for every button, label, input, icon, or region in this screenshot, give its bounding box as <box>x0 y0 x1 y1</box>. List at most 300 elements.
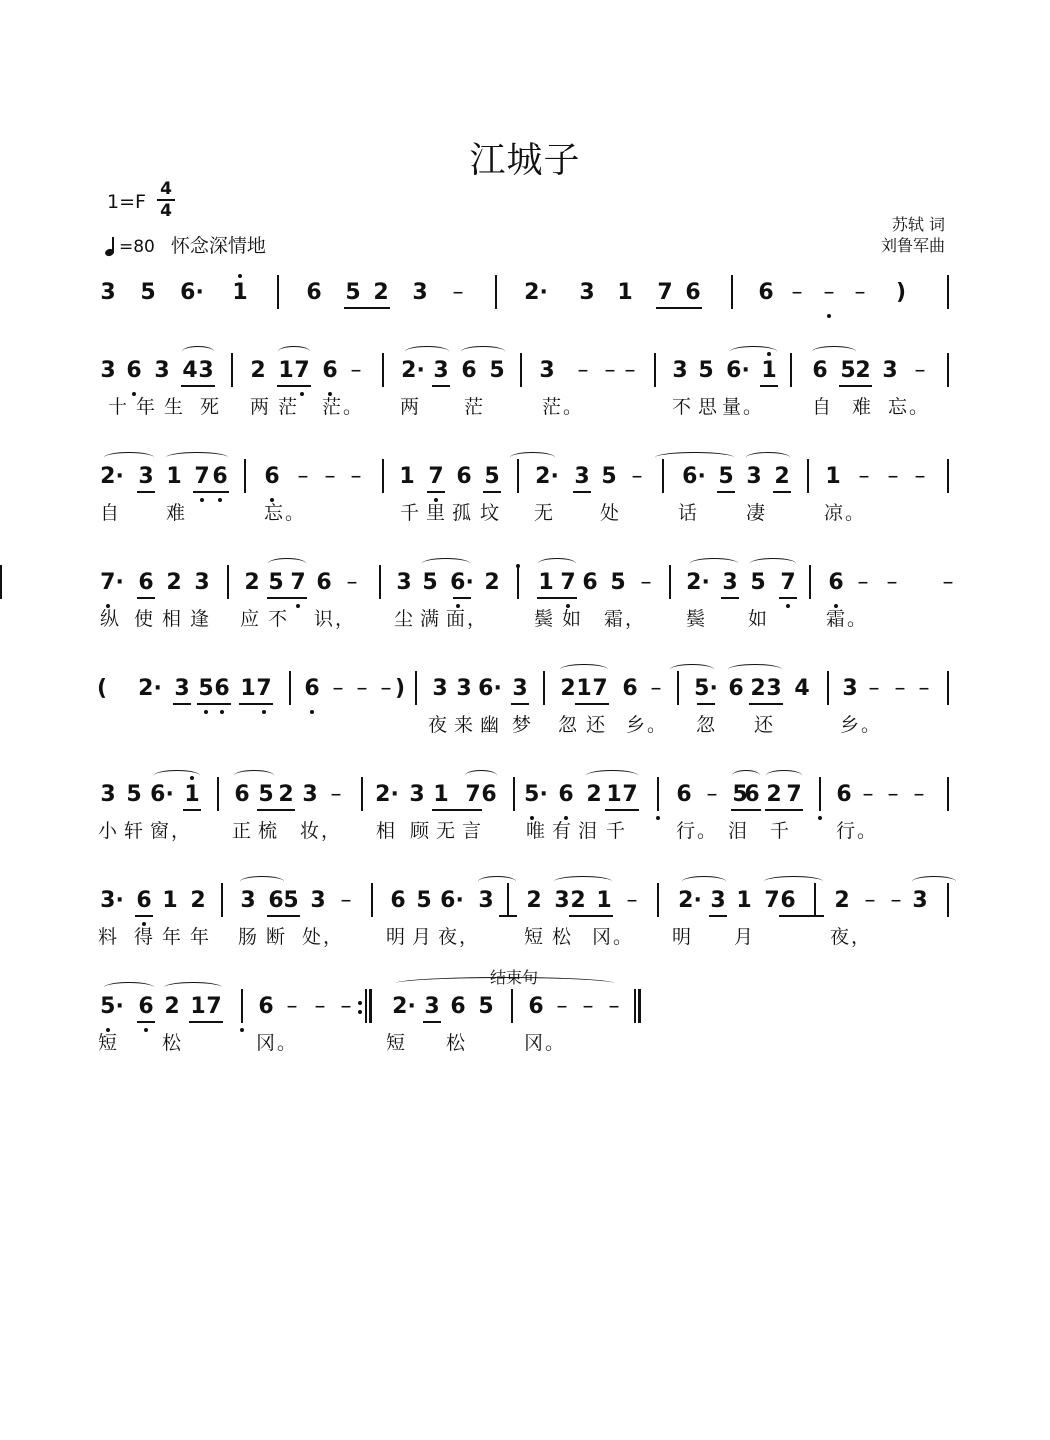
dash-mark: – <box>356 676 368 701</box>
beam-underline <box>137 597 155 599</box>
note: 1 <box>576 676 592 701</box>
note: 6 <box>461 358 477 383</box>
dash-mark: – <box>823 280 835 305</box>
note: 3 <box>722 570 738 595</box>
note: 5 <box>610 570 626 595</box>
note: 3 <box>240 888 256 913</box>
note: 2 <box>244 570 260 595</box>
note: 6 <box>582 570 598 595</box>
lyric-syllable: 年 <box>162 926 184 948</box>
lyric-syllable: 夜 <box>428 714 450 736</box>
lyric-syllable: 泪 <box>578 820 600 842</box>
note: 7· <box>100 570 124 595</box>
lyric-syllable: 两 <box>250 396 272 418</box>
lyric-syllable: 梳 <box>258 820 280 842</box>
lyric-syllable: 如 <box>562 608 584 630</box>
bar-line <box>807 459 809 493</box>
note: 6 <box>836 782 852 807</box>
lyric-syllable: 满 <box>420 608 442 630</box>
dash-mark: – <box>864 888 876 913</box>
bar-line <box>947 883 949 917</box>
note: 1 <box>606 782 622 807</box>
lyric-syllable: 得 <box>134 926 156 948</box>
note: 6· <box>726 358 750 383</box>
note: 3 <box>409 782 425 807</box>
dash-mark: – <box>350 358 362 383</box>
bar-line <box>241 989 243 1023</box>
note: 3 <box>554 888 570 913</box>
note: 4 <box>794 676 810 701</box>
note: 1 <box>190 994 206 1019</box>
repeat-dot <box>358 1010 362 1014</box>
beam-underline <box>765 809 803 811</box>
staff-row <box>0 674 1050 736</box>
lyric-syllable: 尘 <box>394 608 416 630</box>
beam-underline <box>197 703 231 705</box>
beam-underline <box>717 491 735 493</box>
note: 3 <box>100 782 116 807</box>
staff-row <box>0 356 1050 418</box>
note: 6 <box>528 994 544 1019</box>
note: 5 <box>283 888 299 913</box>
lyric-syllable: 里 <box>426 502 448 524</box>
dash-mark: – <box>791 280 803 305</box>
dash-mark: – <box>577 358 589 383</box>
slur <box>510 452 555 463</box>
note: 5 <box>732 782 748 807</box>
note: 5 <box>258 782 274 807</box>
note: 2 <box>373 280 389 305</box>
note: 6 <box>481 782 497 807</box>
dash-mark: – <box>913 782 925 807</box>
lyric-syllable: 面， <box>446 608 489 630</box>
dash-mark: – <box>894 676 906 701</box>
note: 6 <box>212 464 228 489</box>
note: 5 <box>718 464 734 489</box>
lyric-syllable: 冈。 <box>592 926 635 948</box>
note: 7 <box>290 570 306 595</box>
lyric-syllable: 乡。 <box>626 714 669 736</box>
note: 6 <box>138 570 154 595</box>
bar-line <box>669 565 671 599</box>
staff-row <box>0 992 1050 1054</box>
low-octave-dot <box>218 498 222 502</box>
slur <box>682 876 726 887</box>
note: 2· <box>686 570 710 595</box>
beam-underline <box>697 703 715 705</box>
note: 5 <box>126 782 142 807</box>
beam-underline <box>573 491 591 493</box>
note: 3 <box>478 888 494 913</box>
dash-mark: – <box>297 464 309 489</box>
note: 6 <box>676 782 692 807</box>
beam-underline <box>721 597 739 599</box>
slur <box>268 558 306 569</box>
slur <box>405 346 449 357</box>
lyric-syllable: 十 <box>108 396 130 418</box>
lyric-syllable: 茫 <box>278 396 300 418</box>
bar-line <box>947 459 949 493</box>
note: 7 <box>764 888 780 913</box>
note: 5· <box>694 676 718 701</box>
lyric-syllable: 来 <box>454 714 476 736</box>
lyric-syllable: 如 <box>748 608 770 630</box>
dash-mark: – <box>918 676 930 701</box>
note: 3 <box>174 676 190 701</box>
note: 3 <box>882 358 898 383</box>
dash-mark: – <box>887 782 899 807</box>
dash-mark: – <box>346 570 358 595</box>
lyric-syllable: 量。 <box>722 396 765 418</box>
beam-underline <box>239 703 273 705</box>
lyric-syllable: 冈。 <box>524 1032 567 1054</box>
lyric-syllable: 茫。 <box>322 396 365 418</box>
dash-mark: – <box>286 994 298 1019</box>
slur <box>554 876 612 887</box>
lyric-syllable: 凉。 <box>824 502 867 524</box>
note: 6 <box>304 676 320 701</box>
dash-mark: – <box>624 358 636 383</box>
quarter-note-icon <box>105 236 117 256</box>
lyric-syllable: 纵 <box>100 608 122 630</box>
note: 2 <box>586 782 602 807</box>
note: 3 <box>396 570 412 595</box>
dash-mark: – <box>631 464 643 489</box>
slur <box>912 876 956 887</box>
bar-line <box>731 275 733 309</box>
slur <box>690 558 738 569</box>
bar-line <box>677 671 679 705</box>
note: 7 <box>592 676 608 701</box>
bar-line <box>947 777 949 811</box>
lyric-syllable: 肠 <box>238 926 260 948</box>
lyric-syllable: 泪 <box>728 820 750 842</box>
bar-line <box>947 275 949 309</box>
bar-line <box>379 565 381 599</box>
note: 3 <box>574 464 590 489</box>
lyric-syllable: 忽 <box>696 714 718 736</box>
slur <box>182 346 214 357</box>
lyric-syllable: 不 <box>268 608 290 630</box>
note: 2 <box>190 888 206 913</box>
dash-mark: – <box>608 994 620 1019</box>
staff-row <box>0 886 1050 948</box>
bar-line <box>819 777 821 811</box>
dash-mark: – <box>942 570 954 595</box>
beam-underline <box>839 385 872 387</box>
lyric-syllable: 年 <box>190 926 212 948</box>
lyric-syllable: 夜， <box>830 926 873 948</box>
lyric-syllable: 千 <box>770 820 792 842</box>
note: 6· <box>450 570 474 595</box>
dash-mark: – <box>890 888 902 913</box>
slur <box>732 770 760 781</box>
lyric-syllable: 窗， <box>150 820 193 842</box>
lyric-syllable: 年 <box>136 396 158 418</box>
note: 5 <box>750 570 766 595</box>
note: 7 <box>256 676 272 701</box>
low-octave-dot <box>300 392 304 396</box>
dash-mark: – <box>626 888 638 913</box>
bar-line <box>790 353 792 387</box>
lyric-syllable: 霜。 <box>826 608 869 630</box>
note: 6 <box>450 994 466 1019</box>
beam-underline <box>344 307 390 309</box>
beam-underline <box>499 915 517 917</box>
beam-underline <box>709 915 727 917</box>
time-signature-top: 4 <box>160 179 172 199</box>
low-octave-dot <box>310 710 314 714</box>
note: 7 <box>786 782 802 807</box>
bar-line <box>520 353 522 387</box>
lyric-syllable: 短 <box>386 1032 408 1054</box>
beam-underline <box>423 1021 441 1023</box>
dash-mark: – <box>340 888 352 913</box>
bar-line <box>517 565 519 599</box>
repeat-dot <box>358 1001 362 1005</box>
bar-line <box>513 777 515 811</box>
note: 6 <box>268 888 284 913</box>
note: 3 <box>512 676 528 701</box>
repeat-end-bar <box>365 989 372 1023</box>
slur <box>478 876 516 887</box>
note: 3 <box>672 358 688 383</box>
note: 6 <box>622 676 638 701</box>
note: 3· <box>100 888 124 913</box>
lyric-syllable: 明 <box>386 926 408 948</box>
lyric-syllable: 自 <box>100 502 122 524</box>
lyric-syllable: 忽 <box>558 714 580 736</box>
note: 7 <box>622 782 638 807</box>
lyric-syllable: 鬓 <box>686 608 708 630</box>
dash-mark: – <box>604 358 616 383</box>
dash-mark: – <box>324 464 336 489</box>
low-octave-dot <box>204 710 208 714</box>
slur <box>104 982 154 993</box>
lyric-syllable: 不 <box>672 396 694 418</box>
note: 1 <box>162 888 178 913</box>
bar-line <box>231 353 233 387</box>
slur <box>538 558 576 569</box>
final-bar <box>634 989 641 1023</box>
dash-mark: – <box>350 464 362 489</box>
note: 5 <box>268 570 284 595</box>
beam-underline <box>277 385 311 387</box>
note: 2 <box>278 782 294 807</box>
note: 6· <box>478 676 502 701</box>
note: 2· <box>100 464 124 489</box>
note: 3 <box>432 676 448 701</box>
dash-mark: – <box>886 570 898 595</box>
note: 5 <box>345 280 361 305</box>
note: 3 <box>579 280 595 305</box>
slur <box>164 982 222 993</box>
slur <box>730 346 777 357</box>
lyric-syllable: 月 <box>734 926 756 948</box>
lyric-syllable: 生 <box>164 396 186 418</box>
lyric-syllable: 识， <box>314 608 357 630</box>
note: 2· <box>678 888 702 913</box>
dash-mark: – <box>340 994 352 1019</box>
beam-underline <box>181 385 215 387</box>
lyric-syllable: 正 <box>232 820 254 842</box>
low-octave-dot <box>262 710 266 714</box>
lyric-syllable: 料 <box>98 926 120 948</box>
lyric-syllable: 千 <box>400 502 422 524</box>
note: 6· <box>180 280 204 305</box>
note: 3 <box>100 358 116 383</box>
beam-underline <box>483 491 501 493</box>
slur <box>154 770 200 781</box>
note: 6 <box>728 676 744 701</box>
beam-underline <box>760 385 778 387</box>
slur <box>422 558 470 569</box>
slur <box>764 876 823 887</box>
paren-mark: ) <box>895 280 907 305</box>
bar-line <box>361 777 363 811</box>
note: 6· <box>440 888 464 913</box>
low-octave-dot <box>240 1028 244 1032</box>
dash-mark: – <box>862 782 874 807</box>
note: 5 <box>840 358 856 383</box>
beam-underline <box>137 1021 155 1023</box>
slur <box>278 346 310 357</box>
note: 6 <box>214 676 230 701</box>
note: 2· <box>392 994 416 1019</box>
dash-mark: – <box>452 280 464 305</box>
note: 1 <box>596 888 612 913</box>
expression-marking: 怀念深情地 <box>170 235 266 257</box>
lyric-syllable: 断 <box>266 926 288 948</box>
slur <box>234 770 274 781</box>
note: 5 <box>140 280 156 305</box>
lyric-syllable: 幽 <box>480 714 502 736</box>
note: 7 <box>294 358 310 383</box>
beam-underline <box>569 915 613 917</box>
paren-mark: ) <box>394 676 406 701</box>
dash-mark: – <box>854 280 866 305</box>
note: 1 <box>184 782 200 807</box>
time-signature-bottom: 4 <box>160 201 172 221</box>
note: 1 <box>736 888 752 913</box>
lyric-syllable: 松 <box>446 1032 468 1054</box>
note: 1 <box>240 676 256 701</box>
note: 2 <box>834 888 850 913</box>
beam-underline <box>779 597 797 599</box>
slur <box>586 770 638 781</box>
note: 7 <box>657 280 673 305</box>
low-octave-dot <box>656 816 660 820</box>
lyric-syllable: 处 <box>600 502 622 524</box>
note: 6 <box>126 358 142 383</box>
lyric-syllable: 松 <box>552 926 574 948</box>
bar-line <box>662 459 664 493</box>
slur <box>465 770 497 781</box>
slur <box>560 664 608 675</box>
lyric-syllable: 小 <box>98 820 120 842</box>
lyric-syllable: 有 <box>552 820 574 842</box>
low-octave-dot <box>144 1028 148 1032</box>
beam-underline <box>432 385 450 387</box>
beam-underline <box>511 703 529 705</box>
paren-mark: ( <box>96 676 108 701</box>
song-title: 江城子 <box>469 140 581 181</box>
note: 1 <box>761 358 777 383</box>
dash-mark: – <box>887 464 899 489</box>
slur <box>728 664 782 675</box>
lyric-syllable: 思 <box>698 396 720 418</box>
lyric-syllable: 应 <box>240 608 262 630</box>
note: 6 <box>390 888 406 913</box>
lyric-syllable: 凄 <box>746 502 768 524</box>
dash-mark: – <box>640 570 652 595</box>
beam-underline <box>453 597 471 599</box>
note: 2 <box>484 570 500 595</box>
staff-row <box>0 568 1050 630</box>
note: 1 <box>166 464 182 489</box>
lyric-syllable: 短 <box>98 1032 120 1054</box>
lyric-syllable: 相 <box>376 820 398 842</box>
low-octave-dot <box>818 816 822 820</box>
beam-underline <box>189 1021 223 1023</box>
note: 6 <box>258 994 274 1019</box>
note: 4 <box>182 358 198 383</box>
low-octave-dot <box>786 604 790 608</box>
note: 2 <box>166 570 182 595</box>
note: 3 <box>194 570 210 595</box>
note: 2· <box>524 280 548 305</box>
dash-mark: – <box>706 782 718 807</box>
slur <box>746 452 790 463</box>
lyric-syllable: 忘。 <box>888 396 931 418</box>
beam-underline <box>537 597 577 599</box>
note: 5 <box>489 358 505 383</box>
staff-row <box>0 780 1050 842</box>
lyric-syllable: 逢 <box>190 608 212 630</box>
note: 3 <box>100 280 116 305</box>
note: 3 <box>766 676 782 701</box>
dash-mark: – <box>914 358 926 383</box>
slur <box>166 452 228 463</box>
slur <box>812 346 856 357</box>
bar-line <box>947 353 949 387</box>
note: 5· <box>524 782 548 807</box>
high-octave-dot <box>238 274 242 278</box>
lyric-syllable: 霜， <box>604 608 647 630</box>
note: 2· <box>375 782 399 807</box>
lyric-syllable: 孤 <box>452 502 474 524</box>
note: 6 <box>758 280 774 305</box>
bar-line <box>217 777 219 811</box>
beam-underline <box>427 491 445 493</box>
note: 2 <box>855 358 871 383</box>
beam-underline <box>173 703 191 705</box>
lyric-syllable: 茫。 <box>542 396 585 418</box>
note: 3 <box>198 358 214 383</box>
bar-line <box>814 883 816 917</box>
note: 5 <box>484 464 500 489</box>
beam-underline <box>183 809 201 811</box>
note: 7 <box>560 570 576 595</box>
lyric-syllable: 冈。 <box>256 1032 299 1054</box>
beam-underline <box>432 809 482 811</box>
note: 2 <box>250 358 266 383</box>
lyricist-credit: 苏轼 词 <box>891 215 945 234</box>
bar-line <box>947 671 949 705</box>
note: 2 <box>750 676 766 701</box>
beam-underline <box>731 809 761 811</box>
note: 5 <box>478 994 494 1019</box>
